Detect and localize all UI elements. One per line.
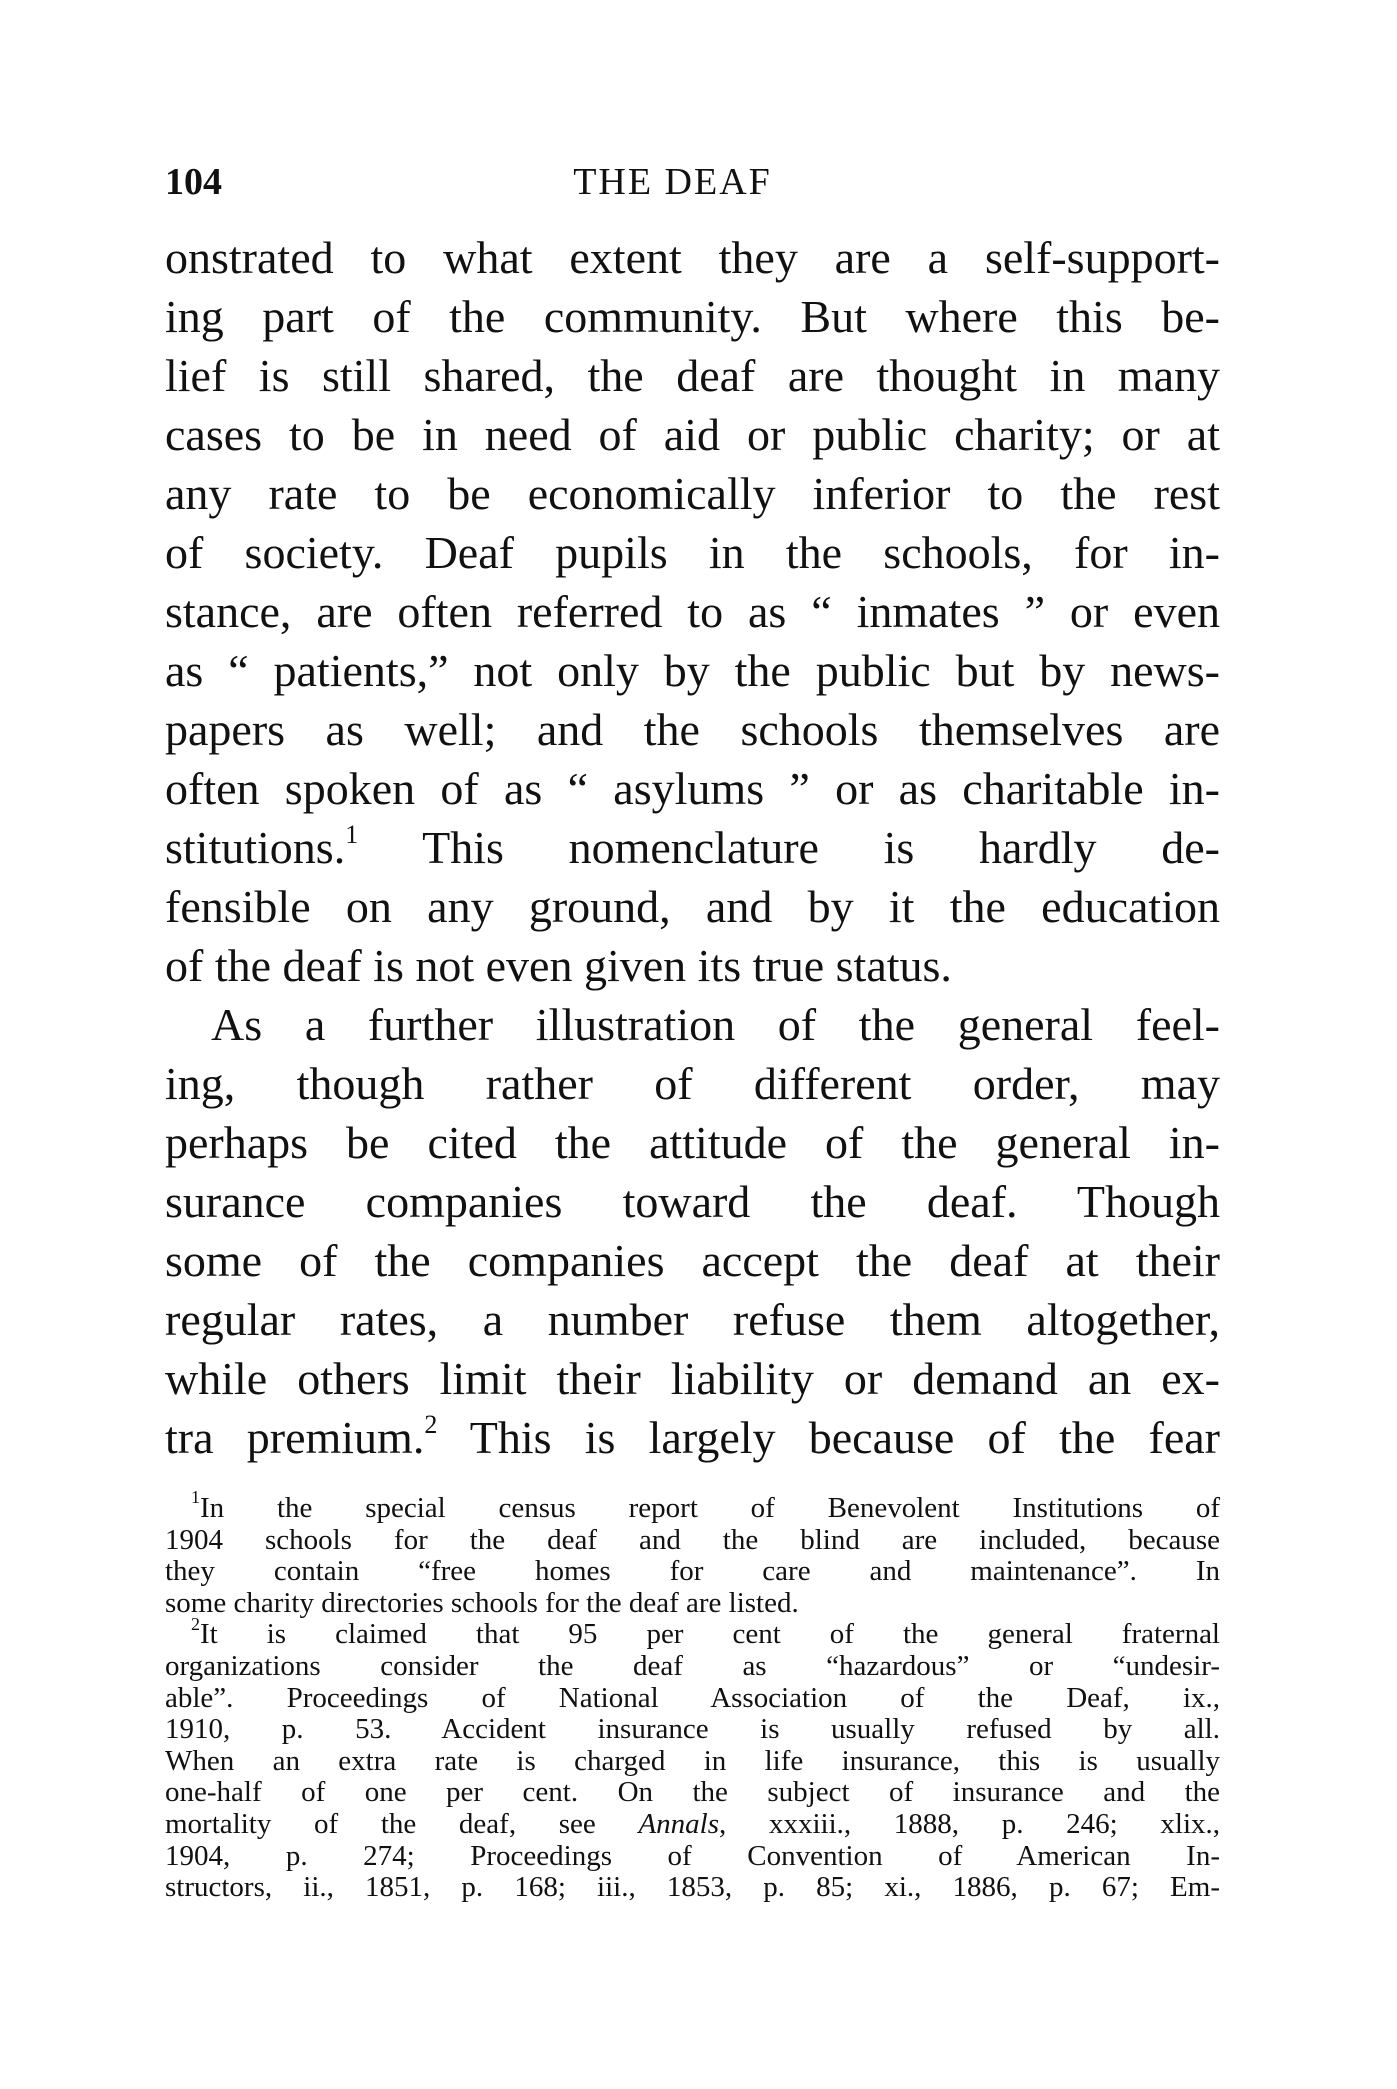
body-line: of the deaf is not even given its true status.: [165, 940, 952, 991]
body-line: while others limit their liability or demand an ex-: [165, 1353, 1220, 1404]
body-line: regular rates, a number refuse them altogether,: [165, 1294, 1220, 1345]
running-head: [165, 160, 1220, 220]
footnote-line: 1904, p. 274; Proceedings of Convention of American In-: [165, 1839, 1220, 1872]
body-line: [165, 1408, 1220, 1467]
footnote-line: they contain “free homes for care and maintenance”. In: [165, 1555, 1220, 1588]
body-line-text: This is largely because of the fear: [469, 1412, 1221, 1463]
footnote-text: In the special census report of Benevolent Institutions of: [200, 1492, 1220, 1524]
footnote-line: some charity directories schools for the deaf are listed.: [165, 1586, 799, 1619]
body-line-text: stitutions.: [165, 822, 346, 873]
body-line: cases to be in need of aid or public charity; or at: [165, 409, 1220, 460]
footnote-ref-2: 2: [424, 1409, 438, 1439]
body-line: often spoken of as “ asylums ” or as charitable in-: [165, 763, 1220, 814]
body-line: any rate to be economically inferior to the rest: [165, 468, 1220, 519]
body-line: stance, are often referred to as “ inmates ” or even: [165, 586, 1220, 637]
footnote-line: [165, 1487, 1220, 1525]
footnote-line: 1904 schools for the deaf and the blind are included, because: [165, 1523, 1220, 1556]
body-line: ing, though rather of different order, may: [165, 1058, 1220, 1109]
body-line: fensible on any ground, and by it the education: [165, 881, 1220, 932]
page-number: 104: [165, 161, 222, 203]
footnote-marker-1: 1: [191, 1487, 200, 1508]
body-line: of society. Deaf pupils in the schools, for in-: [165, 527, 1220, 578]
footnote-line: structors, ii., 1851, p. 168; iii., 1853, p. 85; xi., 1886, p. 67; Em-: [165, 1871, 1220, 1904]
body-line: as “ patients,” not only by the public but by news-: [165, 645, 1220, 696]
body-line: As a further illustration of the general feel-: [211, 999, 1220, 1050]
running-title: THE DEAF: [573, 161, 772, 203]
footnote-line: one-half of one per cent. On the subject of insurance and the: [165, 1776, 1220, 1809]
body-line: some of the companies accept the deaf at their: [165, 1235, 1220, 1286]
body-line-text: tra premium.: [165, 1412, 425, 1463]
footnote-line: When an extra rate is charged in life insurance, this is usually: [165, 1744, 1220, 1777]
footnote-line: [165, 1613, 1220, 1651]
footnote-text: mortality of the deaf, see: [165, 1807, 596, 1840]
footnote-line: able”. Proceedings of National Association of the Deaf, ix.,: [165, 1681, 1220, 1714]
body-line: [165, 818, 1220, 877]
body-line-text: This nomenclature is hardly de-: [422, 822, 1220, 873]
body-text: [165, 228, 1220, 1467]
body-line: onstrated to what extent they are a self-support-: [165, 232, 1220, 283]
footnotes: [165, 1487, 1220, 1904]
body-line: perhaps be cited the attitude of the general in-: [165, 1117, 1220, 1168]
footnote-marker-2: 2: [191, 1613, 200, 1634]
footnote-line: [165, 1809, 1220, 1841]
book-page: [165, 160, 1220, 1904]
journal-title: Annals: [638, 1807, 720, 1840]
body-line: papers as well; and the schools themselves are: [165, 704, 1220, 755]
footnote-line: organizations consider the deaf as “hazardous” or “undesir-: [165, 1649, 1220, 1682]
body-line: surance companies toward the deaf. Though: [165, 1176, 1220, 1227]
footnote-ref-1: 1: [345, 819, 359, 849]
footnote-text: It is claimed that 95 per cent of the general fraternal: [200, 1618, 1220, 1651]
body-line: lief is still shared, the deaf are thought in many: [165, 350, 1220, 401]
footnote-text: , xxxiii., 1888, p. 246; xlix.,: [719, 1807, 1220, 1840]
footnote-line: 1910, p. 53. Accident insurance is usually refused by all.: [165, 1713, 1220, 1746]
body-line: ing part of the community. But where this be-: [165, 291, 1220, 342]
